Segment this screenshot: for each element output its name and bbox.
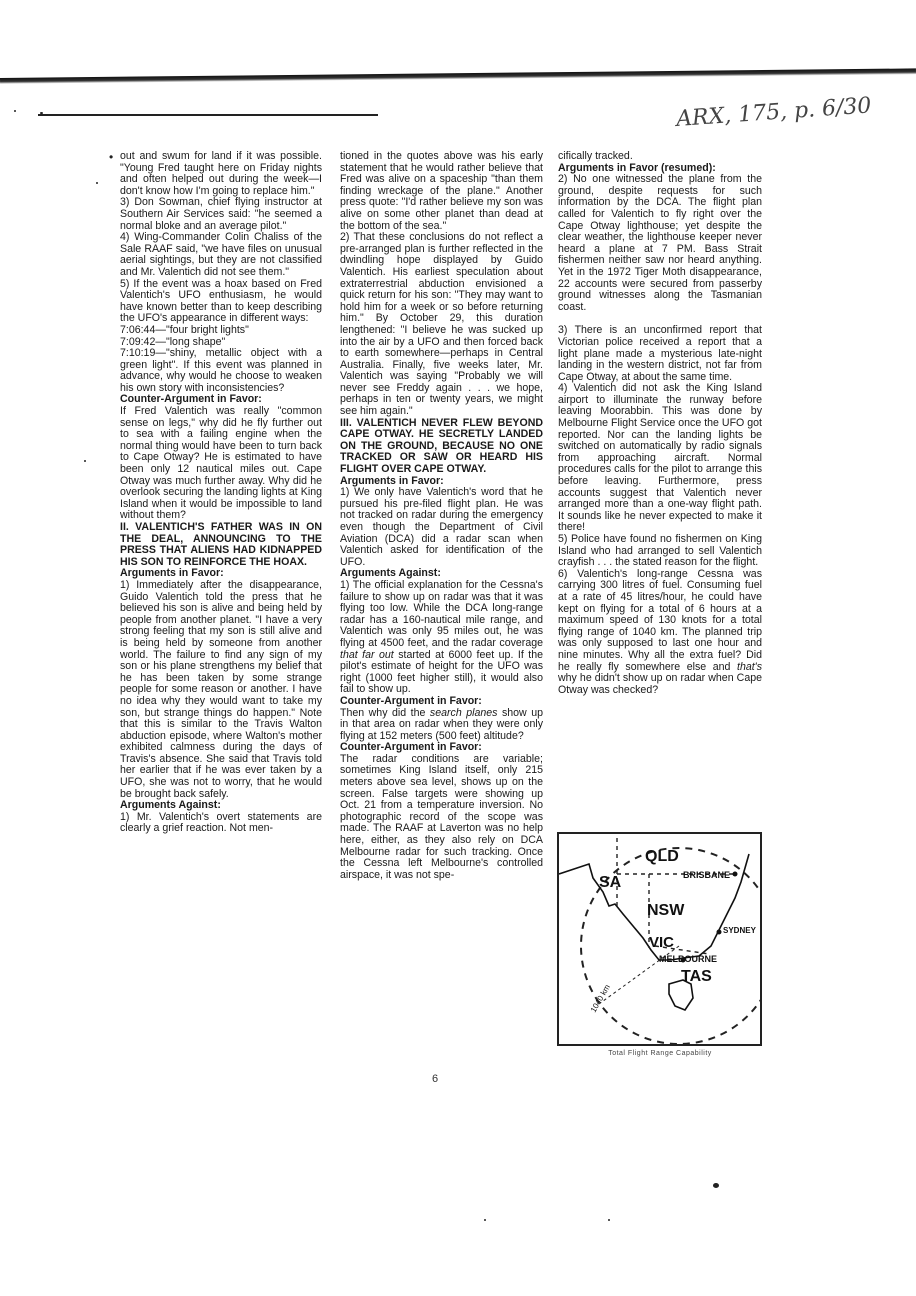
paragraph bbox=[340, 708, 543, 743]
paragraph: 5) If the event was a hoax based on Fred Valentich's UFO enthusiasm, he would have known better than to keep describing the UFO's appearance in different ways: bbox=[120, 277, 322, 325]
bullet-mark: • bbox=[109, 150, 114, 164]
header-rule bbox=[38, 114, 378, 116]
paragraph: If Fred Valentich was really "common sense on legs," why did he fly further out to sea with a failing engine when the normal thing would have been to turn back to Cape Otway? He is estimated to have been only 12 nautical miles out. Cape Otway was much further away. Why did he overlook securing the landing lights at King Island when it would be impossible to land without them? bbox=[120, 405, 322, 522]
subheading: Counter-Argument in Favor: bbox=[340, 694, 482, 707]
label-sa: SA bbox=[599, 874, 622, 891]
paragraph bbox=[340, 580, 543, 696]
text-run: 6) Valentich's long-range Cessna was carrying 300 litres of fuel. Consuming fuel at a rate of 45 litres/hour, he could have kept on flying for a total of 6 hours at a maximum speed of 130 knots for a total flying range of 1040 km. The planned trip was only supposed to last one hour and nine minutes. Why all the extra fuel? Did he really fly somewhere else and bbox=[558, 567, 762, 673]
paragraph: out and swum for land if it was possible. "Young Fred taught here on Friday nights and often helped out during the week—I don't know how I'm going to replace him." bbox=[120, 151, 322, 197]
subheading: Arguments in Favor: bbox=[120, 567, 224, 580]
paragraph: 4) Wing-Commander Colin Chaliss of the Sale RAAF said, "we have files on unusual aerial sightings, but they are not classified and Mr. Valentich did not see them." bbox=[120, 231, 322, 278]
scan-speck bbox=[713, 1183, 719, 1188]
paragraph: 4) Valentich did not ask the King Island airport to illuminate the runway before leaving Moorabbin. This was done by Melbourne Flight Service once the UFO got reported. Nor can the landing lights be switched on automatically by radio signals from approaching aircraft. Normal procedures calls for the pilot to arrange this before leaving. Furthermore, press accounts suggest that Valentich never arranged more than a one-way flight path. It sounds like he never expected to make it there! bbox=[558, 382, 762, 534]
flight-range-map bbox=[557, 832, 762, 1046]
timeline-entry: 7:06:44—"four bright lights" bbox=[120, 323, 249, 336]
paragraph: 3) Don Sowman, chief flying instructor at Southern Air Services said: "he seemed a normal bloke and an average pilot." bbox=[120, 196, 322, 232]
text-run: why he didn't show up on radar when Cape Otway was checked? bbox=[558, 672, 762, 696]
paragraph: tioned in the quotes above was his early statement that he would rather believe that Fred was alive on a spaceship "than them finding wreckage of the plane." Another press quote: "I'd rather believe my son was alive on some other planet than dead at the bottom of the sea." bbox=[340, 151, 543, 232]
label-brisbane: BRISBANE bbox=[683, 870, 731, 880]
text-run: started at 6000 feet up. If the pilot's estimate of height for the UFO was right (1000 feet higher still), it would also fail to show up. bbox=[340, 648, 543, 696]
scan-speck bbox=[40, 112, 43, 114]
section-heading: II. VALENTICH'S FATHER WAS IN ON THE DEAL, ANNOUNCING TO THE PRESS THAT ALIENS HAD KIDNAPPED HIS SON TO REINFORCE THE HOAX. bbox=[120, 521, 322, 568]
paragraph: 2) That these conclusions do not reflect a pre-arranged plan is further reflected in the dwindling hope displayed by Guido Valentich. His earliest speculation about extraterrestrial abduction envisioned a quick return for his son: "They may want to hold him for a week or so before returning him." By October 29, this duration lengthened: "I believe he was sucked up into the air by a UFO and then forced back to earth somewhere—perhaps in Central Australia. Finally, five weeks later, Mr. Valentich was saying "Probably we will never see Freddy again . . . we hope, perhaps in ten or twenty years, we might see him again." bbox=[340, 231, 543, 418]
label-sydney: SYDNEY bbox=[723, 926, 756, 935]
text-run: Then why did the bbox=[340, 706, 430, 719]
subheading: Arguments in Favor (resumed): bbox=[558, 161, 716, 174]
paragraph: 1) Mr. Valentich's overt statements are clearly a grief reaction. Not men- bbox=[120, 810, 322, 835]
subheading: Arguments in Favor: bbox=[340, 474, 444, 487]
subheading: Counter-Argument in Favor: bbox=[120, 393, 262, 406]
label-melbourne: MELBOURNE bbox=[659, 954, 717, 964]
label-nsw: NSW bbox=[647, 902, 685, 919]
label-qld: QLD bbox=[645, 848, 679, 865]
paragraph: 1) Immediately after the disappearance, Guido Valentich told the press that he believed his son is alive and being held by people from another planet. "I have a very strong feeling that my son is still alive and is being held by someone from another world. The failure to find any sign of my son or his plane strengthens my belief that he has been taken by some strange people for some reason or another. I have no idea why they would want to take my son, but strange things do happen." Note that this is similar to the Travis Walton abduction episode, where Walton's mother exhibited calmness during the days of Travis's absence. She said that Travis told her earlier that if he was ever taken by a UFO, she was not to worry, that he would be brought back safely. bbox=[120, 578, 322, 800]
map-caption: Total Flight Range Capability bbox=[608, 1050, 712, 1057]
emphasis: search planes bbox=[429, 706, 498, 719]
scan-speck bbox=[484, 1219, 486, 1221]
label-range: 1040 km bbox=[588, 982, 612, 1015]
brisbane-marker bbox=[733, 872, 738, 877]
paragraph: 5) Police have found no fishermen on King Island who had arranged to sell Valentich crayfish . . . the stated reason for the flight. bbox=[558, 533, 762, 569]
paragraph: 2) No one witnessed the plane from the ground, despite requests for such information by the DCA. The flight plan called for Valentich to fly right over the Cape Otway lighthouse; yet despite the clear weather, the lighthouse keeper never heard a plane at 7 PM. Bass Strait fishermen neither saw nor heard anything. Yet in the 1972 Tiger Moth disappearance, 22 accounts were secured from passerby ground witnesses along the Tasmanian coast. bbox=[558, 173, 762, 313]
scan-speck bbox=[84, 460, 86, 462]
section-heading: III. VALENTICH NEVER FLEW BEYOND CAPE OTWAY. HE SECRETLY LANDED ON THE GROUND, BECAUSE NO ONE TRACKED OR SAW OR HEARD HIS FLIGHT OVER CAPE OTWAY. bbox=[340, 416, 543, 476]
paragraph: The radar conditions are variable; sometimes King Island itself, only 215 meters above sea level, shows up on the screen. False targets were showing up Oct. 21 from a temperature inversion. No photographic record of the scope was made. The RAAF at Laverton was no help here, either, as they also rely on DCA Melbourne radar for such tracking. Once the Cessna left Melbourne's controlled airspace, it was not spe- bbox=[340, 752, 543, 881]
timeline-entry: 7:10:19—"shiny, metallic object with a green light". If this event was planned in advance, why would he choose to weaken his own story with inconsistencies? bbox=[120, 347, 322, 394]
text-run: show up in that area on radar when they were only flying at 152 meters (500 feet) altitude? bbox=[340, 706, 543, 742]
sydney-marker bbox=[717, 930, 722, 935]
paragraph: 3) There is an unconfirmed report that Victorian police received a report that a light plane made a mysterious late-night landing in the western district, not far from Cape Otway, at about the same time. bbox=[558, 324, 762, 383]
subheading: Arguments Against: bbox=[120, 799, 221, 812]
scan-speck bbox=[14, 110, 16, 112]
paragraph: cifically tracked. bbox=[558, 151, 633, 162]
column-2 bbox=[340, 151, 543, 1071]
label-tas: TAS bbox=[681, 968, 712, 985]
scan-speck bbox=[608, 1219, 610, 1221]
text-run: 1) The official explanation for the Cessna's failure to show up on radar was that it was flying too low. While the DCA long-range radar has a 160-nautical mile range, and Valentich was only 95 miles out, he was flying at 4500 feet, and the radar coverage bbox=[340, 578, 543, 649]
scan-speck bbox=[96, 182, 98, 184]
subheading: Counter-Argument in Favor: bbox=[340, 741, 482, 754]
archive-reference: ARX, 175, p. 6/30 bbox=[675, 93, 873, 132]
subheading: Arguments Against: bbox=[340, 567, 441, 580]
page-number: 6 bbox=[432, 1073, 439, 1085]
emphasis: that's bbox=[737, 660, 762, 673]
emphasis: that far out bbox=[340, 648, 394, 661]
column-1 bbox=[120, 151, 322, 1071]
paragraph: 1) We only have Valentich's word that he pursued his pre-filed flight plan. He was not tracked on radar during the emergency even though the Department of Civil Aviation (DCA) did a radar scan when Valentich asked for identification of the UFO. bbox=[340, 486, 543, 568]
label-vic: VIC bbox=[649, 934, 675, 951]
column-3 bbox=[558, 151, 762, 841]
timeline-entry: 7:09:42—"long shape" bbox=[120, 335, 226, 348]
top-rule bbox=[0, 68, 916, 84]
paragraph bbox=[558, 569, 762, 697]
